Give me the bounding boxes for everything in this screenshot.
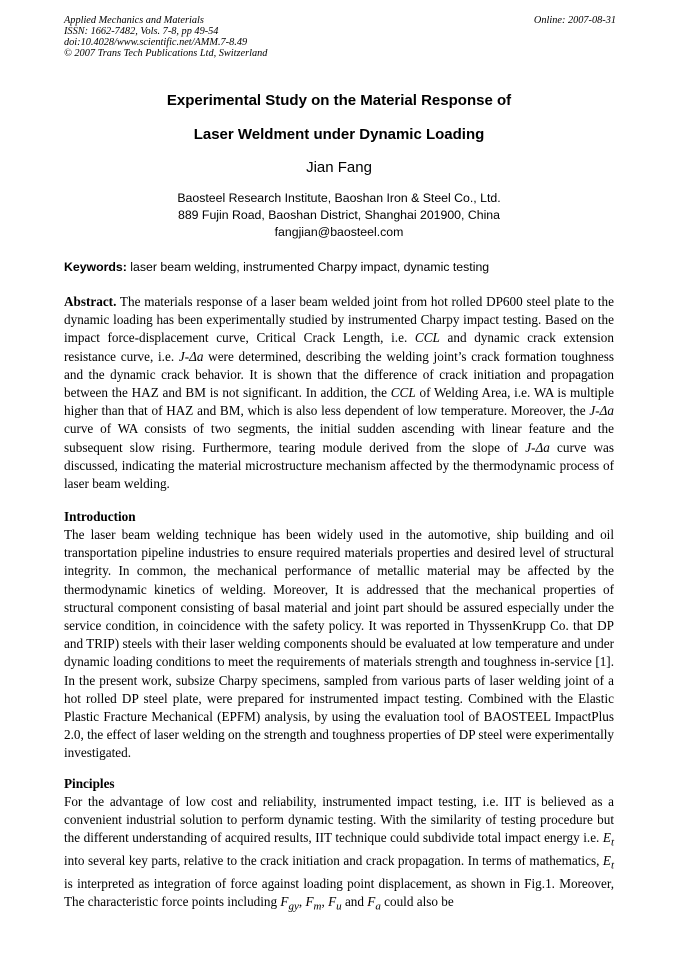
copyright-line: © 2007 Trans Tech Publications Ltd, Switzerland (64, 48, 268, 59)
abstract-term: CCL (414, 330, 440, 346)
math-subscript: m (313, 900, 322, 913)
abstract-term: J-Δa (525, 439, 550, 455)
keywords-text: laser beam welding, instrumented Charpy impact, dynamic testing (126, 260, 490, 274)
math-subscript: gy (288, 900, 299, 913)
abstract-term: CCL (390, 385, 416, 401)
abstract-term: J-Δa (589, 403, 614, 419)
math-symbol: E (602, 853, 611, 869)
principles-heading: Pinciples (64, 776, 115, 791)
abstract-text: of Welding Area, i.e. WA is multiple higher than that of HAZ and BM, which is also less dependent of low temperature. Moreover, the (64, 385, 614, 419)
math-subscript: t (610, 859, 614, 872)
principles-text: is interpreted as integration of force against loading point displacement, as shown in Fig.1. Moreover, The characteristic force points including (64, 876, 614, 910)
math-symbol: F (367, 894, 376, 910)
introduction-paragraph: The laser beam welding technique has been widely used in the automotive, ship building and oil transportation pipeline industries to ensure required materials properties and desired level of structural integrity. In common, the mechanical performance of metallic material may be affected by the thermodynamic kinetics of welding. Moreover, It is addressed that the mechanical properties of structural component consisting of basal material and joint part should be assured especially under the service condition, in coincidence with the safety policy. It was reported in ThyssenKrupp Co. that DP and TRIP) steels with their laser welding components should be evaluated at low temperature and under dynamic loading conditions to meet the requirements of materials strength and toughness in-service [1]. In the present work, subsize Charpy specimens, sampled from various parts of laser welding joint of a hot rolled DP steel plate, were prepared for instrumented impact testing. Combined with the Elastic Plastic Fracture Mechanical (EPFM) analysis, by using the evaluation tool of BAOSTEEL ImpactPlus 2.0, the effect of laser welding on the strength and toughness properties of DP steel were experimentally investigated. (64, 527, 614, 761)
abstract-term: J-Δa (178, 348, 204, 364)
affiliation-line-1: Baosteel Research Institute, Baoshan Iron & Steel Co., Ltd. (177, 191, 501, 205)
principles-text: into several key parts, relative to the crack initiation and crack propagation. In terms of mathematics, (64, 853, 603, 869)
paper-title-line-1: Experimental Study on the Material Response of (166, 92, 512, 109)
author-email: fangjian@baosteel.com (274, 225, 404, 239)
keywords-label: Keywords: (64, 260, 127, 274)
keywords (64, 260, 616, 274)
principles-text: and (341, 894, 368, 910)
math-symbol: F (328, 894, 337, 910)
abstract-label: Abstract. (64, 294, 117, 309)
principles-text: , (321, 894, 329, 910)
abstract-text: and dynamic crack extension resistance curve, i.e. (64, 330, 614, 364)
issn-line: ISSN: 1662-7482, Vols. 7-8, pp 49-54 (64, 26, 219, 37)
math-subscript: u (336, 900, 342, 913)
author-name: Jian Fang (306, 159, 372, 176)
affiliation-line-2: 889 Fujin Road, Baoshan District, Shanghai 201900, China (178, 208, 500, 222)
principles-text: , (298, 894, 306, 910)
online-date: Online: 2007-08-31 (533, 15, 616, 26)
principles-paragraph (64, 793, 614, 916)
journal-header (64, 15, 616, 59)
doi-line: doi:10.4028/www.scientific.net/AMM.7-8.49 (64, 37, 248, 48)
journal-name: Applied Mechanics and Materials (64, 15, 204, 26)
math-subscript: a (375, 900, 381, 913)
principles-text: could also be (380, 894, 454, 910)
math-symbol: F (305, 894, 314, 910)
math-symbol: E (602, 830, 611, 846)
abstract-text: were determined, describing the welding joint’s crack formation toughness and the dynamic crack behavior. It is shown that the difference of crack initiation and propagation between the HAZ and BM is not significant. In addition, the (64, 348, 614, 401)
math-subscript: t (610, 837, 614, 850)
paper-title-line-2: Laser Weldment under Dynamic Loading (193, 126, 485, 143)
abstract-text: The materials response of a laser beam welded joint from hot rolled DP600 steel plate to the dynamic loading has been experimentally studied by instrumented Charpy impact testing. Based on the impact force-displacement curve, Critical Crack Length, i.e. (64, 294, 614, 346)
abstract-text: curve was discussed, indicating the material microstructure mechanism affected by the thermodynamic process of laser beam welding. (64, 439, 615, 492)
introduction-heading: Introduction (64, 509, 136, 524)
principles-text: For the advantage of low cost and reliability, instrumented impact testing, i.e. IIT is believed as a convenient industrial solution to perform dynamic testing. With the similarity of testing procedure but the different understanding of acquired results, IIT technique could subdivide total impact energy i.e. (64, 794, 614, 846)
abstract-text: curve of WA consists of two segments, the initial sudden ascending with linear feature and the subsequent slow rising. Furthermore, tearing module derived from the slope of (64, 421, 614, 455)
math-symbol: F (280, 894, 289, 910)
abstract-paragraph (64, 293, 614, 493)
